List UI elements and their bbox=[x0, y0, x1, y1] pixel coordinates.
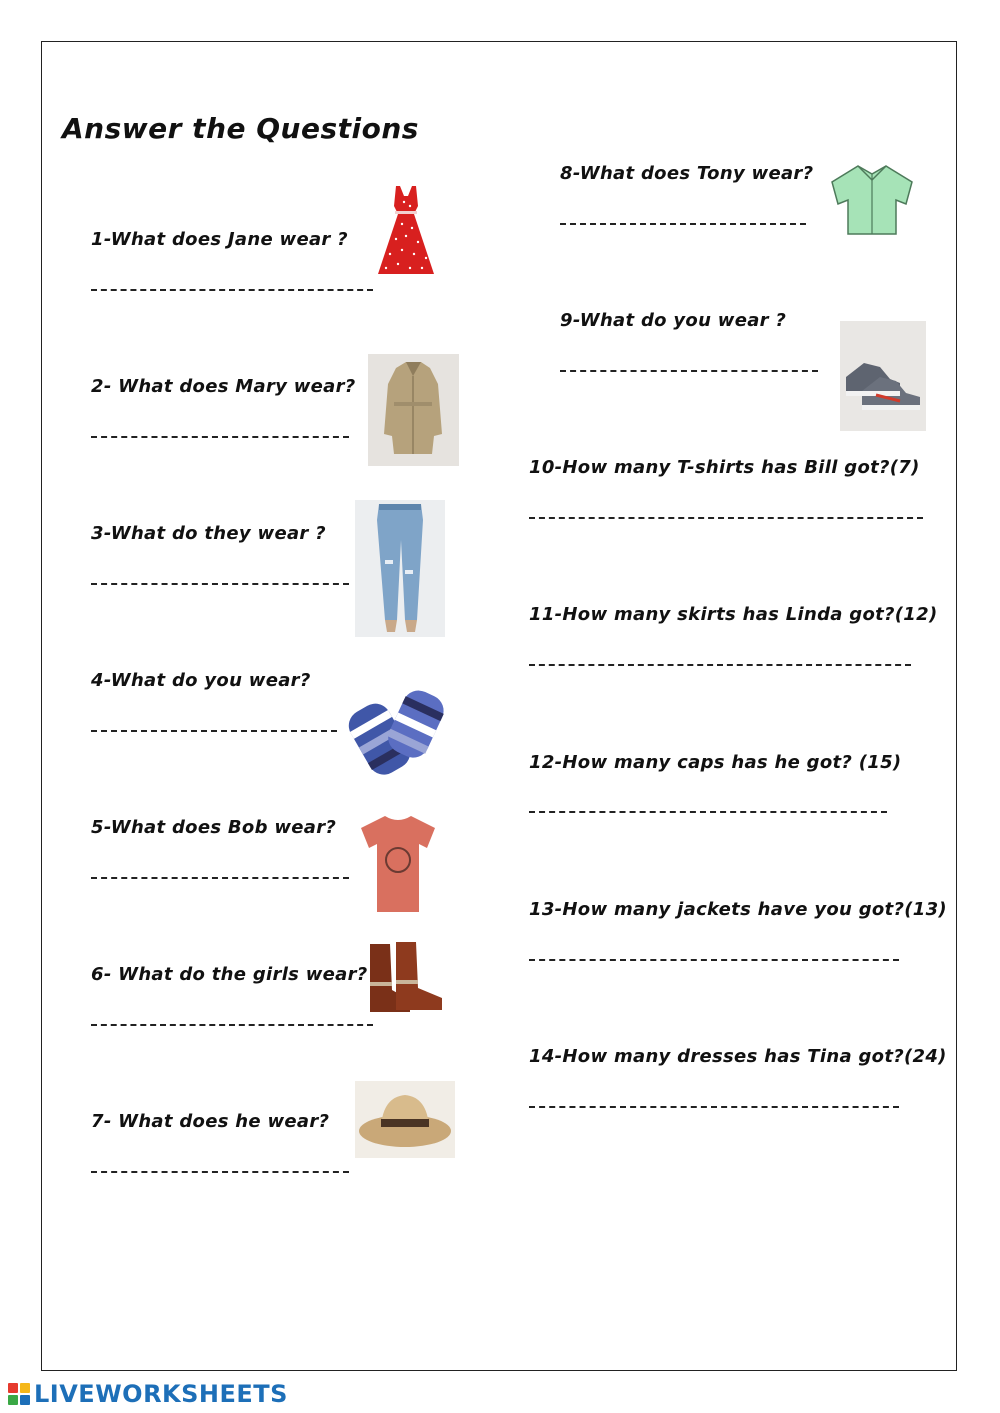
answer-line-5[interactable] bbox=[91, 877, 349, 879]
answer-line-10[interactable] bbox=[529, 517, 923, 519]
answer-line-8[interactable] bbox=[560, 223, 806, 225]
red-dress-icon bbox=[376, 184, 436, 279]
question-5: 5-What does Bob wear? bbox=[91, 817, 337, 838]
hat-icon bbox=[355, 1081, 455, 1158]
question-14: 14-How many dresses has Tina got?(24) bbox=[529, 1046, 947, 1067]
brand-name: LIVEWORKSHEETS bbox=[34, 1380, 288, 1408]
answer-line-3[interactable] bbox=[91, 583, 349, 585]
question-9: 9-What do you wear ? bbox=[560, 310, 787, 331]
trench-coat-icon bbox=[368, 354, 459, 466]
answer-line-14[interactable] bbox=[529, 1106, 899, 1108]
sneakers-icon bbox=[840, 321, 926, 431]
footer-brand bbox=[8, 1380, 288, 1408]
worksheet-title: Answer the Questions bbox=[62, 112, 419, 145]
question-7: 7- What does he wear? bbox=[91, 1111, 330, 1132]
liveworksheets-logo-icon bbox=[8, 1383, 30, 1405]
answer-line-7[interactable] bbox=[91, 1171, 349, 1173]
shirt-icon bbox=[826, 160, 918, 238]
answer-line-13[interactable] bbox=[529, 959, 899, 961]
question-2: 2- What does Mary wear? bbox=[91, 376, 356, 397]
question-13: 13-How many jackets have you got?(13) bbox=[529, 899, 947, 920]
gloves-icon bbox=[340, 680, 450, 792]
answer-line-6[interactable] bbox=[91, 1024, 373, 1026]
answer-line-12[interactable] bbox=[529, 811, 887, 813]
question-8: 8-What does Tony wear? bbox=[560, 163, 814, 184]
question-6: 6- What do the girls wear? bbox=[91, 964, 368, 985]
question-4: 4-What do you wear? bbox=[91, 670, 311, 691]
question-10: 10-How many T-shirts has Bill got?(7) bbox=[529, 457, 920, 478]
question-1: 1-What does Jane wear ? bbox=[91, 229, 348, 250]
question-3: 3-What do they wear ? bbox=[91, 523, 326, 544]
t-shirt-icon bbox=[357, 812, 439, 916]
question-12: 12-How many caps has he got? (15) bbox=[529, 752, 902, 773]
answer-line-1[interactable] bbox=[91, 289, 373, 291]
jeans-icon bbox=[355, 500, 445, 637]
answer-line-4[interactable] bbox=[91, 730, 337, 732]
answer-line-11[interactable] bbox=[529, 664, 911, 666]
answer-line-2[interactable] bbox=[91, 436, 349, 438]
question-11: 11-How many skirts has Linda got?(12) bbox=[529, 604, 938, 625]
boots-icon bbox=[366, 940, 446, 1018]
answer-line-9[interactable] bbox=[560, 370, 818, 372]
